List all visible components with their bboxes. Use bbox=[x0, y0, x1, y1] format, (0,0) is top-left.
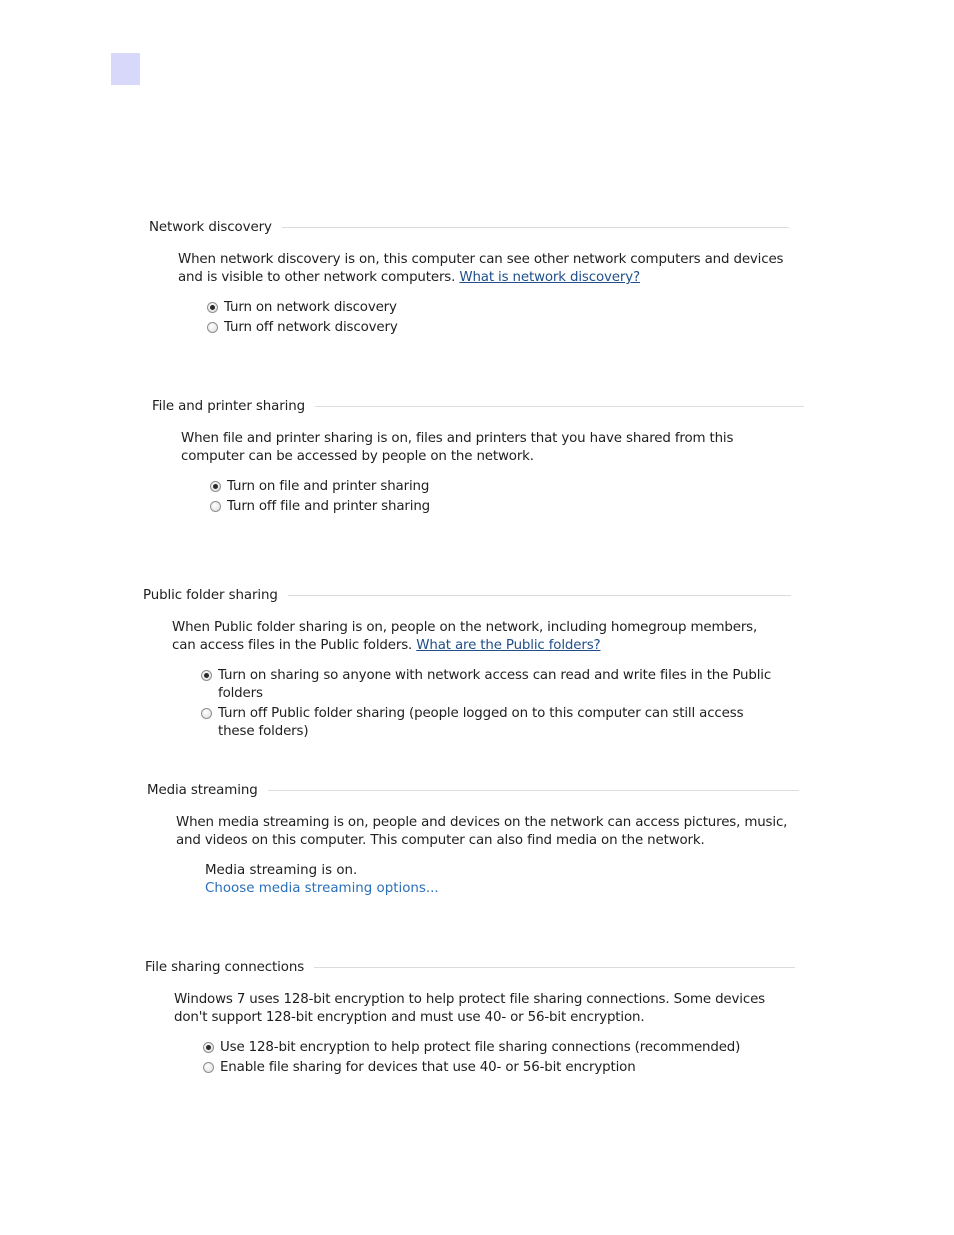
option-turn-off-file-printer-sharing[interactable] bbox=[210, 498, 832, 516]
option-turn-off-network-discovery[interactable] bbox=[207, 319, 829, 337]
what-are-public-folders-link[interactable]: What are the Public folders? bbox=[416, 638, 601, 653]
section-divider bbox=[288, 595, 791, 596]
option-label: Turn off network discovery bbox=[224, 320, 398, 335]
media-streaming-status bbox=[205, 862, 827, 898]
what-is-network-discovery-link[interactable]: What is network discovery? bbox=[459, 270, 640, 285]
section-title: Public folder sharing bbox=[143, 587, 278, 603]
description-text: When media streaming is on, people and devices on the network can access pictures, music, and videos on this computer. This computer can also find media on the network. bbox=[176, 815, 788, 848]
radio-button[interactable] bbox=[201, 708, 212, 719]
option-label: Turn off file and printer sharing bbox=[227, 499, 431, 514]
file-sharing-connections-options bbox=[203, 1039, 825, 1077]
option-turn-on-file-printer-sharing[interactable] bbox=[210, 478, 832, 496]
section-description bbox=[176, 814, 788, 850]
section-description bbox=[172, 619, 784, 655]
section-divider bbox=[315, 406, 804, 407]
radio-button[interactable] bbox=[207, 322, 218, 333]
option-label: Turn on sharing so anyone with network access can read and write files in the Public folders bbox=[218, 668, 772, 701]
section-description bbox=[178, 251, 790, 287]
section-header bbox=[149, 217, 829, 237]
description-text: Windows 7 uses 128-bit encryption to help protect file sharing connections. Some devices don't support 128-bit encryption and must use 40- or 56-bit encryption. bbox=[174, 992, 765, 1025]
option-turn-on-public-sharing[interactable] bbox=[201, 667, 823, 703]
option-label: Turn on network discovery bbox=[224, 300, 397, 315]
section-divider bbox=[282, 227, 789, 228]
option-label: Turn on file and printer sharing bbox=[227, 479, 430, 494]
radio-button-selected[interactable] bbox=[210, 481, 221, 492]
description-text: When Public folder sharing is on, people on the network, including homegroup members, can access files in the Public folders. bbox=[172, 620, 758, 653]
page-corner-marker bbox=[111, 53, 140, 85]
public-folder-sharing-section bbox=[143, 585, 823, 743]
radio-button-selected[interactable] bbox=[207, 302, 218, 313]
section-description bbox=[181, 430, 793, 466]
option-use-128-bit-encryption[interactable] bbox=[203, 1039, 825, 1057]
radio-button[interactable] bbox=[203, 1062, 214, 1073]
description-text: When network discovery is on, this computer can see other network computers and devices and is visible to other network computers. bbox=[178, 252, 784, 285]
section-title: Network discovery bbox=[149, 219, 272, 235]
section-header bbox=[143, 585, 823, 605]
option-turn-on-network-discovery[interactable] bbox=[207, 299, 829, 317]
media-streaming-status-text: Media streaming is on. bbox=[205, 863, 358, 878]
option-label: Enable file sharing for devices that use 40- or 56-bit encryption bbox=[220, 1060, 636, 1075]
section-title: File and printer sharing bbox=[152, 398, 306, 414]
file-printer-sharing-section bbox=[152, 396, 832, 518]
option-label: Turn off Public folder sharing (people logged on to this computer can still access these folders) bbox=[218, 706, 744, 739]
section-divider bbox=[268, 790, 799, 791]
network-discovery-section bbox=[149, 217, 829, 339]
media-streaming-section bbox=[147, 780, 827, 898]
radio-button[interactable] bbox=[210, 501, 221, 512]
section-header bbox=[152, 396, 832, 416]
section-title: Media streaming bbox=[147, 782, 258, 798]
network-discovery-options bbox=[207, 299, 829, 337]
section-divider bbox=[314, 967, 795, 968]
section-header bbox=[145, 957, 825, 977]
description-text: When file and printer sharing is on, files and printers that you have shared from this computer can be accessed by people on the network. bbox=[181, 431, 734, 464]
section-description bbox=[174, 991, 786, 1027]
radio-button-selected[interactable] bbox=[203, 1042, 214, 1053]
public-folder-sharing-options bbox=[201, 667, 823, 741]
radio-button-selected[interactable] bbox=[201, 670, 212, 681]
option-label: Use 128-bit encryption to help protect file sharing connections (recommended) bbox=[220, 1040, 741, 1055]
section-header bbox=[147, 780, 827, 800]
section-title: File sharing connections bbox=[145, 959, 305, 975]
choose-media-streaming-options-link[interactable]: Choose media streaming options... bbox=[205, 881, 439, 896]
option-turn-off-public-sharing[interactable] bbox=[201, 705, 823, 741]
file-sharing-connections-section bbox=[145, 957, 825, 1079]
file-printer-sharing-options bbox=[210, 478, 832, 516]
option-enable-40-56-bit-encryption[interactable] bbox=[203, 1059, 825, 1077]
